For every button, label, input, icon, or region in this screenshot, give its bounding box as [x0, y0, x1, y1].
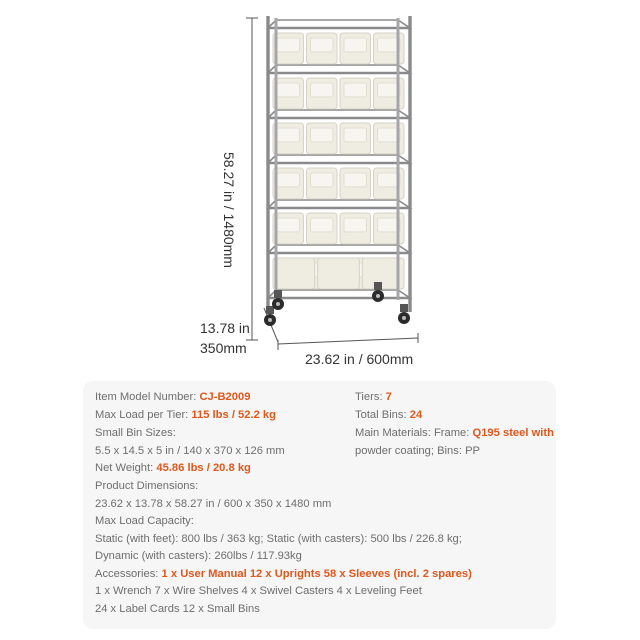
spec-materials-line2: powder coating; Bins: PP — [355, 445, 480, 457]
depth-in-text: 13.78 in — [200, 320, 250, 336]
large-bin — [318, 258, 360, 289]
width-label: 23.62 in / 600mm — [305, 351, 414, 367]
bin-label-slot — [311, 83, 334, 97]
depth-label — [200, 318, 250, 358]
storage-bins — [273, 33, 404, 289]
bin-label-slot — [344, 218, 367, 232]
bin-label-slot — [311, 218, 334, 232]
bin-label-slot — [344, 83, 367, 97]
bin-label-slot — [311, 128, 334, 142]
caster-hub — [376, 294, 380, 298]
spec-tiers: Tiers: 7 — [355, 391, 392, 403]
height-dimension-line — [246, 18, 258, 340]
caster-mount — [374, 282, 382, 290]
caster-hub — [276, 302, 280, 306]
bin-label-slot — [344, 38, 367, 52]
spec-load-capacity-line2: Dynamic (with casters): 260lbs / 117.93kg — [95, 550, 302, 562]
bin-label-slot — [277, 83, 300, 97]
spec-materials-line1: Main Materials: Frame: Q195 steel with — [355, 427, 554, 439]
spec-load-capacity-label: Max Load Capacity: — [95, 515, 194, 527]
width-dimension-line — [278, 333, 418, 350]
caster-hub — [402, 316, 406, 320]
depth-mm-text: 350mm — [200, 340, 247, 356]
spec-dimensions-value: 23.62 x 13.78 x 58.27 in / 600 x 350 x 1480 mm — [95, 498, 332, 510]
caster-mount — [266, 306, 274, 314]
spec-accessories-line1: Accessories: 1 x User Manual 12 x Uprights 58 x Sleeves (incl. 2 spares) — [95, 568, 472, 580]
spec-dimensions-label: Product Dimensions: — [95, 480, 199, 492]
bin-label-slot — [277, 218, 300, 232]
caster-mount — [400, 304, 408, 312]
spec-bin-sizes-label: Small Bin Sizes: — [95, 427, 176, 439]
spec-load-capacity-line1: Static (with feet): 800 lbs / 363 kg; Static (with casters): 500 lbs / 226.8 kg; — [95, 533, 462, 545]
spec-card — [83, 381, 556, 629]
large-bin — [273, 258, 315, 289]
height-label: 58.27 in / 1480mm — [221, 152, 237, 268]
bin-label-slot — [277, 173, 300, 187]
spec-bin-sizes-value: 5.5 x 14.5 x 5 in / 140 x 370 x 126 mm — [95, 445, 285, 457]
caster-mount — [274, 290, 282, 298]
spec-net-weight: Net Weight: 45.86 lbs / 20.8 kg — [95, 462, 251, 474]
bin-label-slot — [344, 173, 367, 187]
bin-label-slot — [311, 173, 334, 187]
bin-label-slot — [277, 128, 300, 142]
bin-label-slot — [277, 38, 300, 52]
bin-label-slot — [344, 128, 367, 142]
spec-total-bins: Total Bins: 24 — [355, 409, 423, 421]
bin-label-slot — [311, 38, 334, 52]
spec-model: Item Model Number: CJ-B2009 — [95, 391, 251, 403]
spec-max-load-tier: Max Load per Tier: 115 lbs / 52.2 kg — [95, 409, 276, 421]
caster-hub — [268, 318, 272, 322]
spec-accessories-line3: 24 x Label Cards 12 x Small Bins — [95, 603, 260, 615]
spec-accessories-line2: 1 x Wrench 7 x Wire Shelves 4 x Swivel Casters 4 x Leveling Feet — [95, 585, 422, 597]
